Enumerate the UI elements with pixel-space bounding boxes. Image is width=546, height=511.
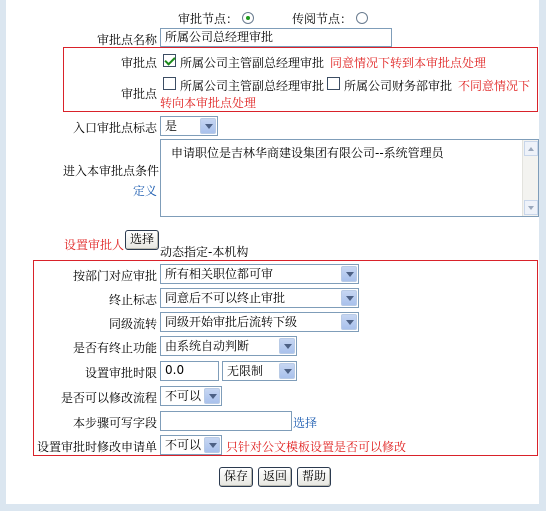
modify-flow-value: 不可以 bbox=[165, 389, 202, 403]
approve-node-radio[interactable] bbox=[242, 10, 254, 24]
node-name-label: 审批点名称 bbox=[96, 33, 157, 47]
approve-row2-note-line2: 转向本审批点处理 bbox=[160, 96, 257, 110]
circulate-node-label: 传阅节点： bbox=[292, 12, 353, 26]
dept-select[interactable] bbox=[160, 264, 359, 284]
stop-value: 同意后不可以终止审批 bbox=[165, 291, 286, 305]
entry-flag-label: 入口审批点标志 bbox=[72, 121, 157, 135]
entry-flag-select[interactable] bbox=[160, 116, 218, 136]
modify-form-note: 只针对公文模板设置是否可以修改 bbox=[226, 440, 407, 454]
chevron-down-icon bbox=[204, 437, 220, 453]
approve-row2-checkbox1[interactable] bbox=[163, 76, 176, 90]
peer-label: 同级流转 bbox=[108, 317, 157, 331]
writable-input[interactable] bbox=[160, 411, 292, 431]
writable-select-link[interactable]: 选择 bbox=[293, 416, 318, 430]
time-input[interactable]: 0.0 bbox=[160, 361, 219, 381]
modify-form-select[interactable] bbox=[160, 435, 222, 455]
modify-form-label: 设置审批时修改申请单 bbox=[36, 440, 157, 454]
chevron-down-icon bbox=[200, 118, 216, 134]
select-approver-button[interactable]: 选择 bbox=[125, 230, 159, 250]
terminate-value: 由系统自动判断 bbox=[165, 339, 250, 353]
chevron-down-icon bbox=[341, 290, 357, 306]
modify-flow-label: 是否可以修改流程 bbox=[60, 391, 157, 405]
chevron-down-icon bbox=[204, 388, 220, 404]
vertical-scrollbar[interactable] bbox=[522, 140, 538, 216]
save-button[interactable]: 保存 bbox=[219, 467, 253, 487]
chevron-down-icon bbox=[341, 266, 357, 282]
peer-select[interactable] bbox=[160, 312, 359, 332]
approve-row1-note: 同意情况下转到本审批点处理 bbox=[330, 56, 487, 70]
approve-row2-checkbox2[interactable] bbox=[327, 76, 340, 90]
chevron-down-icon bbox=[279, 363, 295, 379]
writable-label: 本步骤可写字段 bbox=[72, 416, 157, 430]
scroll-down-icon[interactable] bbox=[524, 200, 538, 215]
approve-row2-option2: 所属公司财务部审批 bbox=[344, 79, 453, 93]
chevron-down-icon bbox=[341, 314, 357, 330]
stop-label: 终止标志 bbox=[108, 293, 157, 307]
approver-label: 设置审批人 bbox=[64, 238, 125, 252]
approve-row2-label: 审批点 bbox=[120, 87, 157, 101]
terminate-select[interactable] bbox=[160, 336, 297, 356]
approve-node-label: 审批节点： bbox=[178, 12, 239, 26]
modify-flow-select[interactable] bbox=[160, 386, 222, 406]
approve-row1-checkbox[interactable] bbox=[163, 53, 176, 67]
node-name-input[interactable]: 所属公司总经理审批 bbox=[160, 28, 392, 47]
approve-row2-option1: 所属公司主管副总经理审批 bbox=[180, 79, 325, 93]
approver-value: 动态指定-本机构 bbox=[160, 245, 249, 259]
dept-label: 按部门对应审批 bbox=[72, 269, 157, 283]
peer-value: 同级开始审批后流转下级 bbox=[165, 315, 298, 329]
approve-row1-option: 所属公司主管副总经理审批 bbox=[180, 56, 325, 70]
define-link[interactable]: 定义 bbox=[133, 184, 158, 198]
entry-condition-text: 申请职位是吉林华商建设集团有限公司--系统管理员 bbox=[171, 146, 444, 160]
time-unit-select[interactable] bbox=[222, 361, 297, 381]
approve-row2-note-line1: 不同意情况下 bbox=[458, 79, 531, 93]
entry-condition-textarea[interactable] bbox=[160, 139, 539, 217]
stop-select[interactable] bbox=[160, 288, 359, 308]
approve-row1-label: 审批点 bbox=[120, 56, 157, 70]
chevron-down-icon bbox=[279, 338, 295, 354]
time-label: 设置审批时限 bbox=[84, 366, 157, 380]
back-button[interactable]: 返回 bbox=[258, 467, 292, 487]
help-button[interactable]: 帮助 bbox=[297, 467, 331, 487]
dept-value: 所有相关职位都可审 bbox=[165, 267, 274, 281]
scroll-up-icon[interactable] bbox=[524, 141, 538, 156]
circulate-node-radio[interactable] bbox=[356, 10, 368, 24]
modify-form-value: 不可以 bbox=[165, 438, 202, 452]
time-unit-value: 无限制 bbox=[227, 364, 264, 378]
terminate-label: 是否有终止功能 bbox=[72, 341, 157, 355]
entry-condition-label: 进入本审批点条件 bbox=[62, 164, 159, 178]
entry-flag-value: 是 bbox=[165, 119, 178, 133]
